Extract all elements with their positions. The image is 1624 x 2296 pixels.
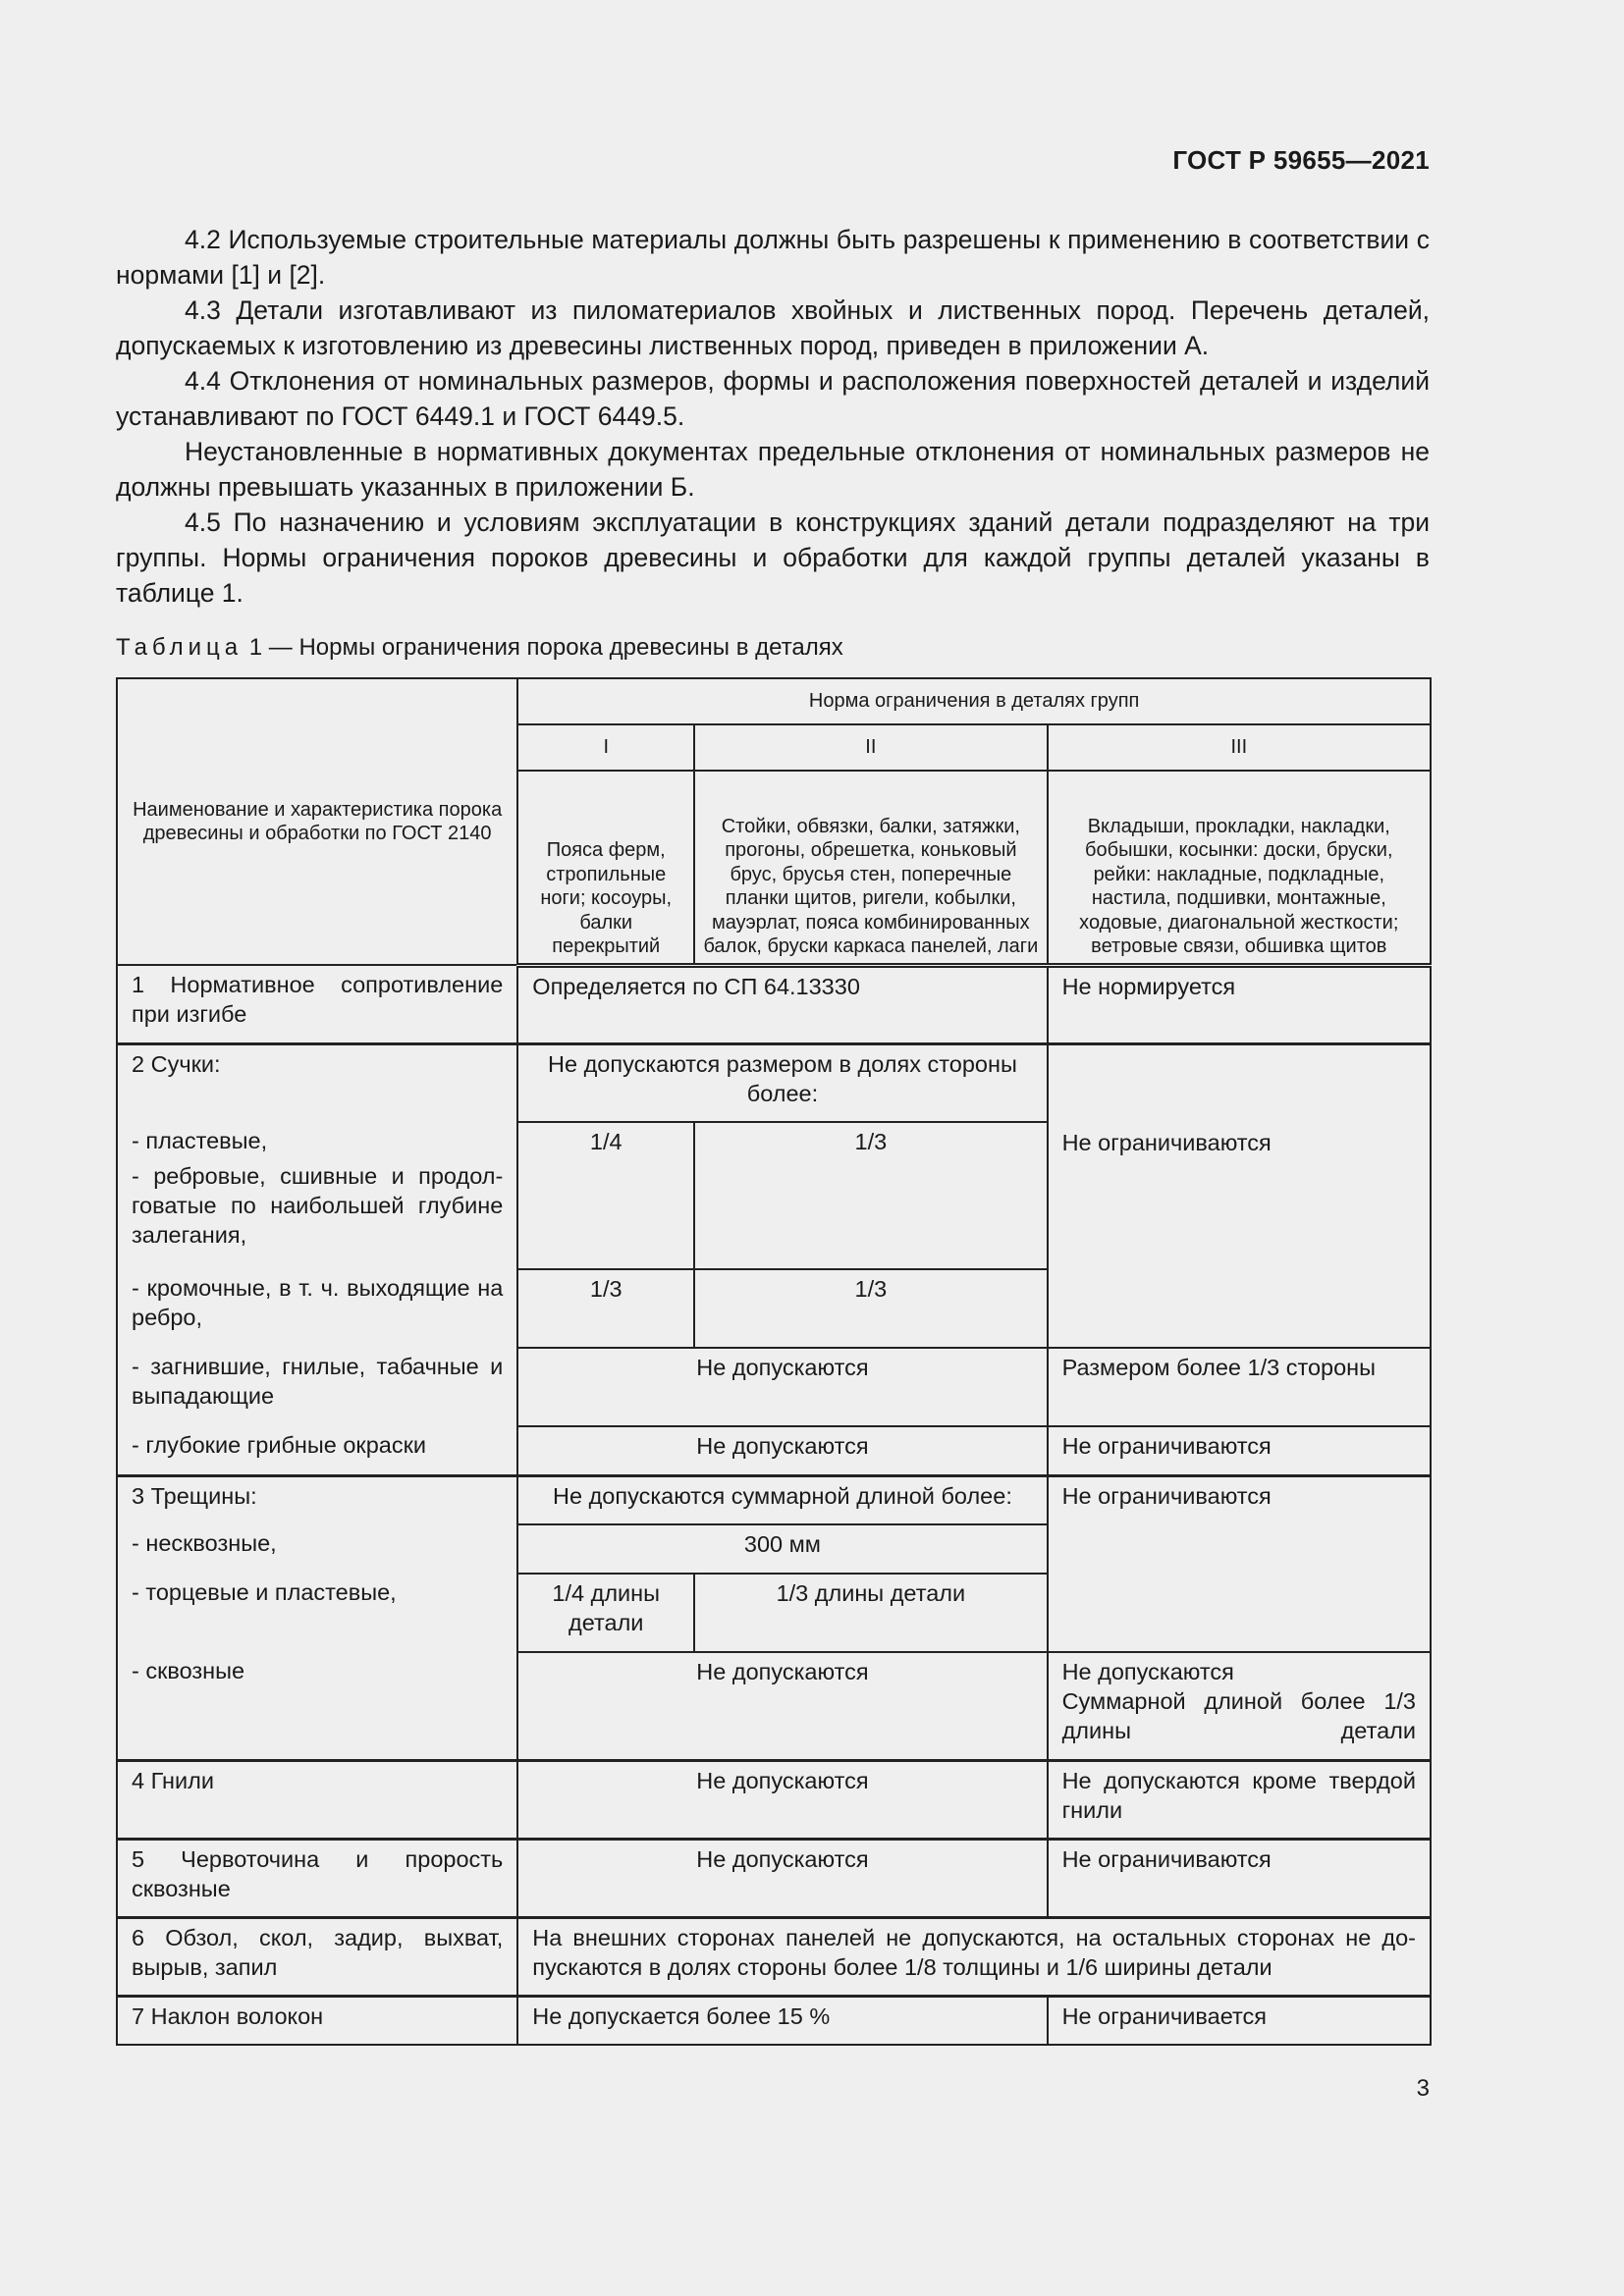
row-5-name [117, 1839, 517, 1917]
table-row [117, 1475, 1431, 1524]
row-3-name: 3 Трещины: [117, 1475, 517, 1524]
row-2-fungi-name: - глубокие грибные окраски [117, 1426, 517, 1475]
row-3-end-name: - торцевые и пластевые, [117, 1574, 517, 1652]
row-2-fungi-g3: Не ограничиваются [1048, 1426, 1431, 1475]
norms-table [116, 677, 1432, 2046]
table-row [117, 1839, 1431, 1917]
header-group-norm: Норма ограничения в деталях групп [517, 678, 1431, 724]
row-3-end-g1: 1/4 длины детали [517, 1574, 694, 1652]
table-row [117, 1996, 1431, 2045]
table-row [117, 1652, 1431, 1760]
group-2-desc: Стойки, обвязки, балки, затяжки, прогоны, обрешетка, коньковый брус, брусья стен, поперечные планки щитов, ригели, кобылки, мауэрлат, пояса комбинированных балок, бруски каркаса панелей, лаги [694, 771, 1047, 965]
header-group-3: III [1048, 724, 1431, 771]
row-1-name: 1 Нормативное сопротивление при изгибе [117, 965, 517, 1043]
table-caption-label: Таблица [116, 634, 244, 661]
row-6-g123: На внешних сторонах панелей не допускаются, на остальных сторонах не допускаются в долях стороны более 1/8 толщины и 1/6 ширины детали [517, 1917, 1431, 1996]
table-caption-text: 1 — Нормы ограничения порока древесины в деталях [243, 634, 843, 661]
header-col-defect: Наименование и характеристика порока древесины и обработки по ГОСТ 2140 [117, 678, 517, 965]
row-2-name: 2 Сучки: [117, 1043, 517, 1122]
row-2-plast-g1: 1/4 [517, 1122, 694, 1269]
table-caption [116, 634, 843, 662]
row-5-g3: Не ограничиваются [1048, 1839, 1431, 1917]
row-5-g12: Не допускаются [517, 1839, 1047, 1917]
table-row [117, 1760, 1431, 1839]
row-2-plast-name: - пластевые, [117, 1122, 517, 1157]
row-4-name: 4 Гнили [117, 1760, 517, 1839]
row-6-name: 6 Обзол, скол, задир, выхват, вырыв, запил [117, 1917, 517, 1996]
row-3-nonthrough-g12: 300 мм [517, 1524, 1047, 1574]
row-2-rot-name: - загнившие, гнилые, табачные и выпадающие [117, 1348, 517, 1426]
row-1-g3: Не нормируется [1048, 965, 1431, 1043]
row-2-g12-header: Не допускаются размером в долях стороны более: [517, 1043, 1047, 1122]
row-3-through-g3-line1: Не допускаются [1061, 1659, 1234, 1684]
row-3-through-g3-line2: Суммарной длиной более 1/3 длины детали [1061, 1688, 1416, 1743]
row-3-end-g2: 1/3 длины детали [694, 1574, 1047, 1652]
table-row [117, 1917, 1431, 1996]
row-2-plast-g2: 1/3 [694, 1122, 1047, 1269]
document-id: ГОСТ Р 59655—2021 [1172, 145, 1430, 175]
header-group-2: II [694, 724, 1047, 771]
table-row [117, 965, 1431, 1043]
paragraph-4-4-note: Неустановленные в нормативных документах предельные отклонения от номинальных размеров не должны превышать указанных в приложении Б. [116, 437, 1430, 502]
row-2-krom-g2: 1/3 [694, 1269, 1047, 1348]
row-3-through-g3 [1048, 1652, 1431, 1760]
paragraph-4-2: 4.2 Используемые строительные материалы должны быть разрешены к применению в соответствии с нормами [1] и [2]. [116, 225, 1430, 290]
row-4-g12: Не допускаются [517, 1760, 1047, 1839]
body-text [116, 222, 1430, 611]
row-2-fungi-g12: Не допускаются [517, 1426, 1047, 1475]
row-7-name: 7 Наклон волокон [117, 1996, 517, 2045]
row-2-krom-name: - кромочные, в т. ч. выходящие на ребро, [117, 1269, 517, 1348]
paragraph-4-3: 4.3 Детали изготавливают из пиломатериалов хвойных и лиственных пород. Перечень деталей, допускаемых к изготовлению из древесины лиственных пород, приведен в приложении А. [116, 295, 1430, 360]
row-4-g3: Не допускаются кроме твердой гнили [1048, 1760, 1431, 1839]
paragraph-4-5: 4.5 По назначению и условиям эксплуатации в конструкциях зданий детали подразделяют на три группы. Нормы ограничения пороков древесины и обработки для каждой группы деталей указаны в таблице 1. [116, 507, 1430, 608]
row-2-krom-g1: 1/3 [517, 1269, 694, 1348]
group-3-desc: Вкладыши, прокладки, накладки, бобышки, косынки: доски, бруски, рейки: накладные, подкладные, настила, подшивки, монтажные, ходовые, диагональной жесткости; ветровые связи, обшивка щитов [1048, 771, 1431, 965]
row-3-g12-header: Не допускаются суммарной длиной более: [517, 1475, 1047, 1524]
row-2-rot-g3: Размером более 1/3 стороны [1048, 1348, 1431, 1426]
row-3-g3: Не ограничиваются [1048, 1475, 1431, 1652]
header-group-1: I [517, 724, 694, 771]
group-1-desc: Пояса ферм, стропильные ноги; косоуры, балки перекрытий [517, 771, 694, 965]
row-1-g12: Определяется по СП 64.13330 [517, 965, 1047, 1043]
paragraph-4-4: 4.4 Отклонения от номинальных размеров, формы и расположения поверхностей деталей и изделий устанавливают по ГОСТ 6449.1 и ГОСТ 6449.5. [116, 366, 1430, 431]
row-2-rot-g12: Не допускаются [517, 1348, 1047, 1426]
row-2-g3: Не ограничиваются [1048, 1043, 1431, 1348]
table-row [117, 1348, 1431, 1426]
table-row [117, 1043, 1431, 1122]
row-5-name-text: 5 Червоточина и прорость сквозные [132, 1845, 504, 1901]
row-3-nonthrough-name: - несквозные, [117, 1524, 517, 1574]
row-2-rebr-name: - ребровые, сшивные и продолговатые по наибольшей глубине залегания, [117, 1157, 517, 1269]
table-row [117, 1426, 1431, 1475]
table-header-row [117, 678, 1431, 724]
row-7-g12: Не допускается более 15 % [517, 1996, 1047, 2045]
row-7-g3: Не ограничивается [1048, 1996, 1431, 2045]
row-3-through-name: - сквозные [117, 1652, 517, 1760]
page-number: 3 [1416, 2075, 1430, 2102]
row-3-through-g12: Не допускаются [517, 1652, 1047, 1760]
